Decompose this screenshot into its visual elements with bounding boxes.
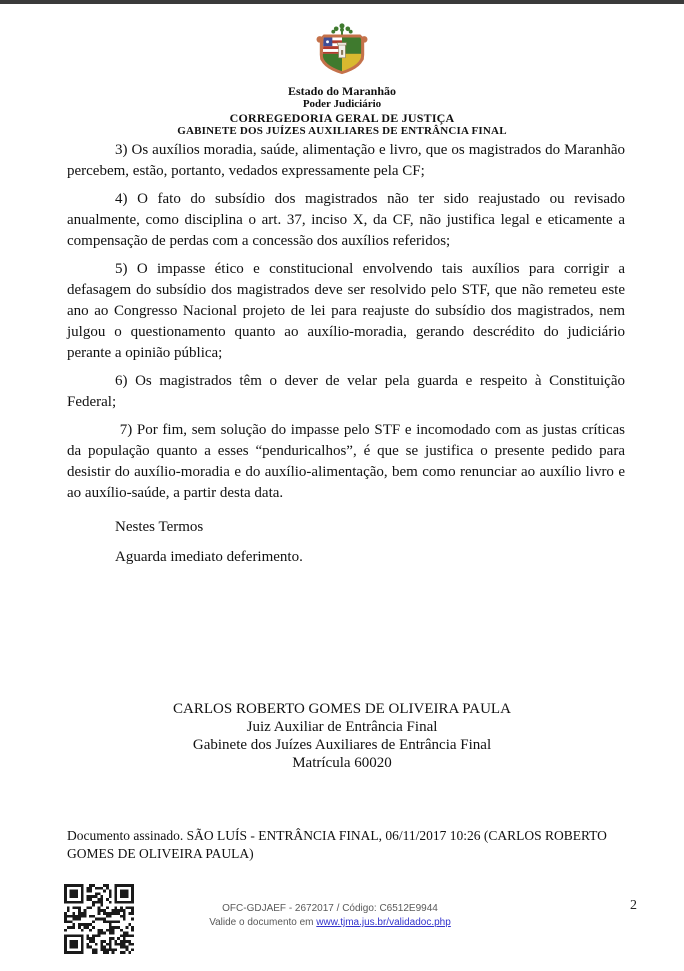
org-line-office: GABINETE DOS JUÍZES AUXILIARES DE ENTRÂNCIA FINAL <box>177 125 507 137</box>
closing-line-2: Aguarda imediato deferimento. <box>115 549 303 565</box>
paragraph-5: 5) O impasse ético e constitucional envolvendo tais auxílios para corrigir a defasagem do subsídio dos magistrados deve ser resolvido pelo STF, que não remeteu este ano ao Congresso Nacional projeto de lei para reajuste do subsídio dos magistrados, nem julgou o questionamento quanto ao auxílio-moradia, gerando descrédito do judiciário perante a opinião pública; <box>67 261 625 361</box>
signer-registration: Matrícula 60020 <box>292 755 392 771</box>
signing-note: Documento assinado. SÃO LUÍS - ENTRÂNCIA FINAL, 06/11/2017 10:26 (CARLOS ROBERTO GOMES DE OLIVEIRA PAULA) <box>67 828 607 861</box>
maranhao-coat-of-arms-icon <box>310 22 374 82</box>
org-line-department: CORREGEDORIA GERAL DE JUSTIÇA <box>229 111 455 125</box>
validate-prefix: Valide o documento em <box>209 917 317 928</box>
paragraph-6: 6) Os magistrados têm o dever de velar pela guarda e respeito à Constituição Federal; <box>67 373 625 410</box>
document-body <box>67 140 625 575</box>
letterhead <box>0 22 684 137</box>
validate-line <box>130 916 530 930</box>
org-line-state: Estado do Maranhão <box>287 84 397 98</box>
paragraph-3: 3) Os auxílios moradia, saúde, alimentação e livro, que os magistrados do Maranhão percebem, estão, portanto, vedados expressamente pela CF; <box>67 142 625 179</box>
signer-office: Gabinete dos Juízes Auxiliares de Entrância Final <box>192 737 492 753</box>
signature-block <box>0 700 684 772</box>
closing-line-1: Nestes Termos <box>115 519 204 535</box>
signer-name: CARLOS ROBERTO GOMES DE OLIVEIRA PAULA <box>173 701 511 717</box>
document-code: OFC-GDJAEF - 2672017 / Código: C6512E9944 <box>222 903 438 914</box>
paragraph-4: 4) O fato do subsídio dos magistrados não ter sido reajustado ou revisado anualmente, como disciplina o art. 37, inciso X, da CF, não justifica legal e eticamente a compensação de perdas com a concessão dos auxílios referidos; <box>67 191 625 249</box>
org-line-branch: Poder Judiciário <box>302 98 382 110</box>
qr-code-icon <box>64 884 134 954</box>
paragraph-7: 7) Por fim, sem solução do impasse pelo STF e incomodado com as justas críticas da população quanto a esses “penduricalhos”, é que se justifica o presente pedido para desistir do auxílio-moradia e do auxílio-alimentação, bem como renunciar ao auxílio livro e ao auxílio-saúde, a partir desta data. <box>67 422 625 501</box>
footer-document-info <box>130 902 530 930</box>
validate-link[interactable]: www.tjma.jus.br/validadoc.php <box>316 917 451 928</box>
page-top-border <box>0 0 684 4</box>
signer-title: Juiz Auxiliar de Entrância Final <box>246 719 438 735</box>
page-number: 2 <box>630 898 637 913</box>
